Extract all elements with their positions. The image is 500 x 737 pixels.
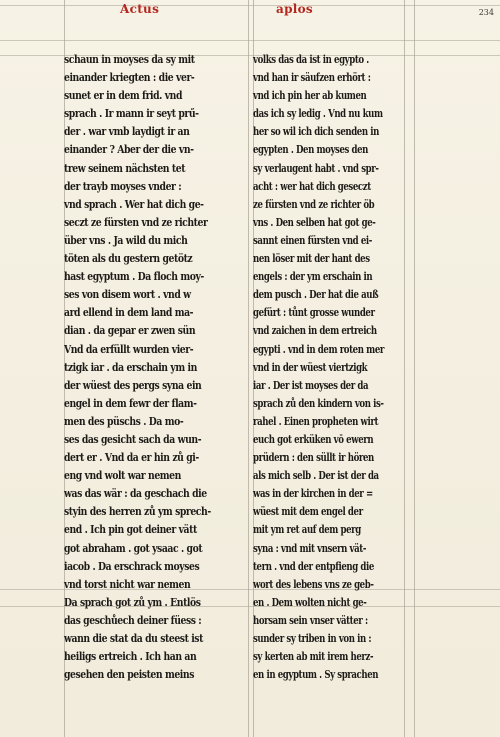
text-line: gesehen den peisten meins — [64, 667, 194, 682]
text-line: seczt ze fürsten vnd ze richter — [64, 214, 208, 229]
text-line: Da sprach got zů ym . Entlös — [64, 594, 201, 609]
text-line: ze fürsten vnd ze richter öb — [253, 196, 375, 211]
text-line: wort des lebens vns ze geb- — [253, 576, 374, 591]
text-line: der trayb moyses vnder : — [64, 178, 182, 193]
text-line: dian . da gepar er zwen sün — [64, 323, 196, 338]
text-line: acht : wer hat dich geseczt — [253, 178, 371, 193]
text-line: engel in dem fewr der flam- — [64, 395, 197, 410]
folio-number: 234 — [478, 8, 494, 17]
text-line: en . Dem wolten nicht ge- — [253, 594, 367, 609]
text-line: hast egyptum . Da floch moy- — [64, 269, 204, 284]
text-line: mit ym ret auf dem perg — [253, 522, 361, 537]
text-line: sy verlaugent habt . vnd spr- — [253, 160, 379, 175]
text-line: das ich sy ledig . Vnd nu kum — [253, 106, 383, 121]
text-line: eng vnd wolt war nemen — [64, 468, 181, 483]
text-line: was in der kirchen in der = — [253, 486, 373, 501]
text-line: end . Ich pin got deiner vätt — [64, 522, 197, 537]
rule-line — [248, 0, 249, 737]
text-line: Vnd da erfüllt wurden vier- — [64, 341, 194, 356]
text-line: ard ellend in dem land ma- — [64, 305, 194, 320]
text-line: sunet er in dem frid. vnd — [64, 88, 183, 103]
text-line: volks das da ist in egypto . — [253, 52, 369, 66]
text-line: dem pusch . Der hat die auß — [253, 287, 379, 302]
text-line: syna : vnd mit vnsern vät- — [253, 540, 367, 555]
text-line: sannt einen fürsten vnd ei- — [253, 232, 372, 247]
text-line: her so wil ich dich senden in — [253, 124, 379, 139]
text-line: rahel . Einen propheten wirt — [253, 413, 379, 428]
text-line: nen löser mit der hant des — [253, 251, 370, 266]
text-line: einander kriegten : die ver- — [64, 70, 195, 85]
rule-line — [404, 0, 405, 737]
text-line: iacob . Da erschrack moyses — [64, 558, 200, 573]
text-line: iar . Der ist moyses der da — [253, 377, 369, 392]
text-line: sy kerten ab mit irem herz- — [253, 649, 374, 664]
rule-line — [0, 5, 500, 6]
text-line: der . war vmb laydigt ir an — [64, 124, 190, 139]
text-line: en in egyptum . Sy sprachen — [253, 667, 379, 682]
text-line: prüdern : den süllt ir hören — [253, 450, 374, 465]
text-line: der wüest des pergs syna ein — [64, 377, 202, 392]
left-text-column — [64, 50, 248, 683]
text-line: vnd in der wüest viertzigk — [253, 359, 368, 374]
text-line: vnd torst nicht war nemen — [64, 576, 191, 591]
right-text-column — [253, 50, 403, 683]
text-line: töten als du gestern getötz — [64, 251, 193, 266]
rule-line — [414, 0, 415, 737]
text-line: euch got erküken vō ewern — [253, 431, 374, 446]
text-line: vns . Den selben hat got ge- — [253, 214, 376, 229]
text-line: trew seinem nächsten tet — [64, 160, 186, 175]
text-line: engels : der ym erschain in — [253, 269, 373, 284]
text-line: tzigk iar . da erschain ym in — [64, 359, 197, 374]
text-line: sunder sy triben in von in : — [253, 631, 372, 645]
text-line: das geschůech deiner füess : — [64, 612, 202, 627]
text-line: styin des herren zů ym sprech- — [64, 504, 211, 519]
text-line: vnd ich pin her ab kumen — [253, 88, 367, 103]
text-line: ses von disem wort . vnd w — [64, 287, 191, 302]
text-line: als mich selb . Der ist der da — [253, 468, 379, 483]
text-line: über vns . Ja wild du mich — [64, 232, 188, 247]
text-line: got abraham . got ysaac . got — [64, 540, 203, 555]
text-line: sprach . Ir mann ir seyt prű- — [64, 106, 199, 121]
text-line: schaun in moyses da sy mit — [64, 52, 195, 66]
text-line: gefürt : tůnt grosse wunder — [253, 305, 375, 320]
text-line: tern . vnd der entpfieng die — [253, 558, 374, 573]
text-line: heiligs ertreich . Ich han an — [64, 649, 197, 664]
text-line: was das wär : da geschach die — [64, 486, 207, 501]
running-header-right: aplos — [276, 2, 313, 16]
text-line: vnd sprach . Wer hat dich ge- — [64, 196, 204, 211]
text-line: vnd zaichen in dem ertreich — [253, 323, 377, 338]
text-line: dert er . Vnd da er hin zů gi- — [64, 450, 199, 465]
rule-line — [0, 40, 500, 41]
text-line: egypti . vnd in dem roten mer — [253, 341, 384, 356]
text-line: egypten . Den moyses den — [253, 142, 369, 157]
text-line: ses das gesicht sach da wun- — [64, 431, 202, 446]
text-line: vnd han ir säufzen erhört : — [253, 70, 371, 85]
text-line: wann die stat da du steest ist — [64, 631, 203, 645]
text-line: men des püschs . Da mo- — [64, 413, 184, 428]
text-line: horsam sein vnser vätter : — [253, 612, 368, 627]
text-line: wüest mit dem engel der — [253, 504, 363, 519]
running-header-left: Actus — [120, 2, 160, 16]
text-line: sprach zů den kindern von is- — [253, 395, 384, 410]
text-line: einander ? Aber der die vn- — [64, 142, 194, 157]
